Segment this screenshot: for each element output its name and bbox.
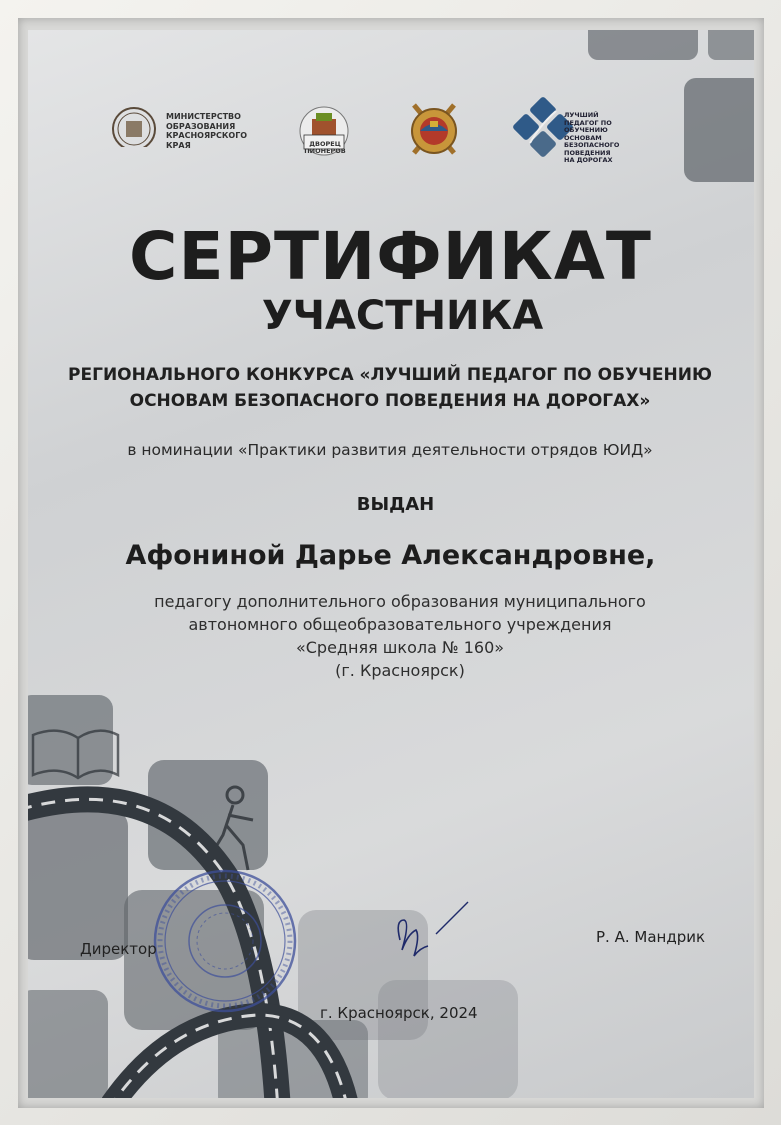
contest-line-1: РЕГИОНАЛЬНОГО КОНКУРСА «ЛУЧШИЙ ПЕДАГОГ ПО ОБУЧЕНИЮ xyxy=(68,365,712,385)
contest-logo-line-1: ЛУЧШИЙ ПЕДАГОГ ПО ОБУЧЕНИЮ xyxy=(564,111,612,134)
official-stamp xyxy=(150,866,300,1016)
header-logos xyxy=(108,95,668,165)
recipient-position xyxy=(100,590,700,682)
issued-label: ВЫДАН xyxy=(356,494,435,515)
director-label: Директор xyxy=(80,940,157,958)
director-name: Р. А. Мандрик xyxy=(596,928,706,946)
nomination-text: в номинации «Практики развития деятельности отрядов ЮИД» xyxy=(127,441,653,459)
ministry-logo xyxy=(108,95,248,151)
ministry-emblem-icon xyxy=(108,95,160,147)
ministry-text-line-2: ОБРАЗОВАНИЯ xyxy=(166,121,236,131)
palace-of-pioneers-text: ДВОРЕЦ ПИОНЕРОВ xyxy=(304,140,346,155)
certificate-subtitle: УЧАСТНИКА xyxy=(261,293,544,339)
palace-of-pioneers-logo xyxy=(292,95,356,163)
city-and-year: г. Красноярск, 2024 xyxy=(320,1004,478,1022)
ministry-text-line-3: КРАСНОЯРСКОГО xyxy=(166,131,248,140)
contest-logo-line-3: НА ДОРОГАХ xyxy=(564,156,613,164)
contest-logo xyxy=(512,95,620,164)
recipient-name: Афониной Дарье Александровне, xyxy=(125,540,656,571)
traffic-police-logo xyxy=(404,95,464,163)
contest-name xyxy=(60,362,720,414)
certificate-title: СЕРТИФИКАТ xyxy=(129,218,652,295)
position-line-4: (г. Красноярск) xyxy=(335,661,465,680)
position-line-2: автономного общеобразовательного учреждения xyxy=(188,615,612,634)
traffic-police-emblem-icon xyxy=(404,95,464,159)
contest-logo-line-2: ОСНОВАМ БЕЗОПАСНОГО ПОВЕДЕНИЯ xyxy=(564,133,620,157)
position-line-1: педагогу дополнительного образования муниципального xyxy=(154,592,646,611)
contest-line-2: ОСНОВАМ БЕЗОПАСНОГО ПОВЕДЕНИЯ НА ДОРОГАХ» xyxy=(129,391,651,411)
ministry-text-line-4: КРАЯ xyxy=(166,140,191,150)
ministry-text-line-1: МИНИСТЕРСТВО xyxy=(166,112,241,121)
position-line-3: «Средняя школа № 160» xyxy=(295,638,505,657)
director-signature xyxy=(380,890,480,980)
